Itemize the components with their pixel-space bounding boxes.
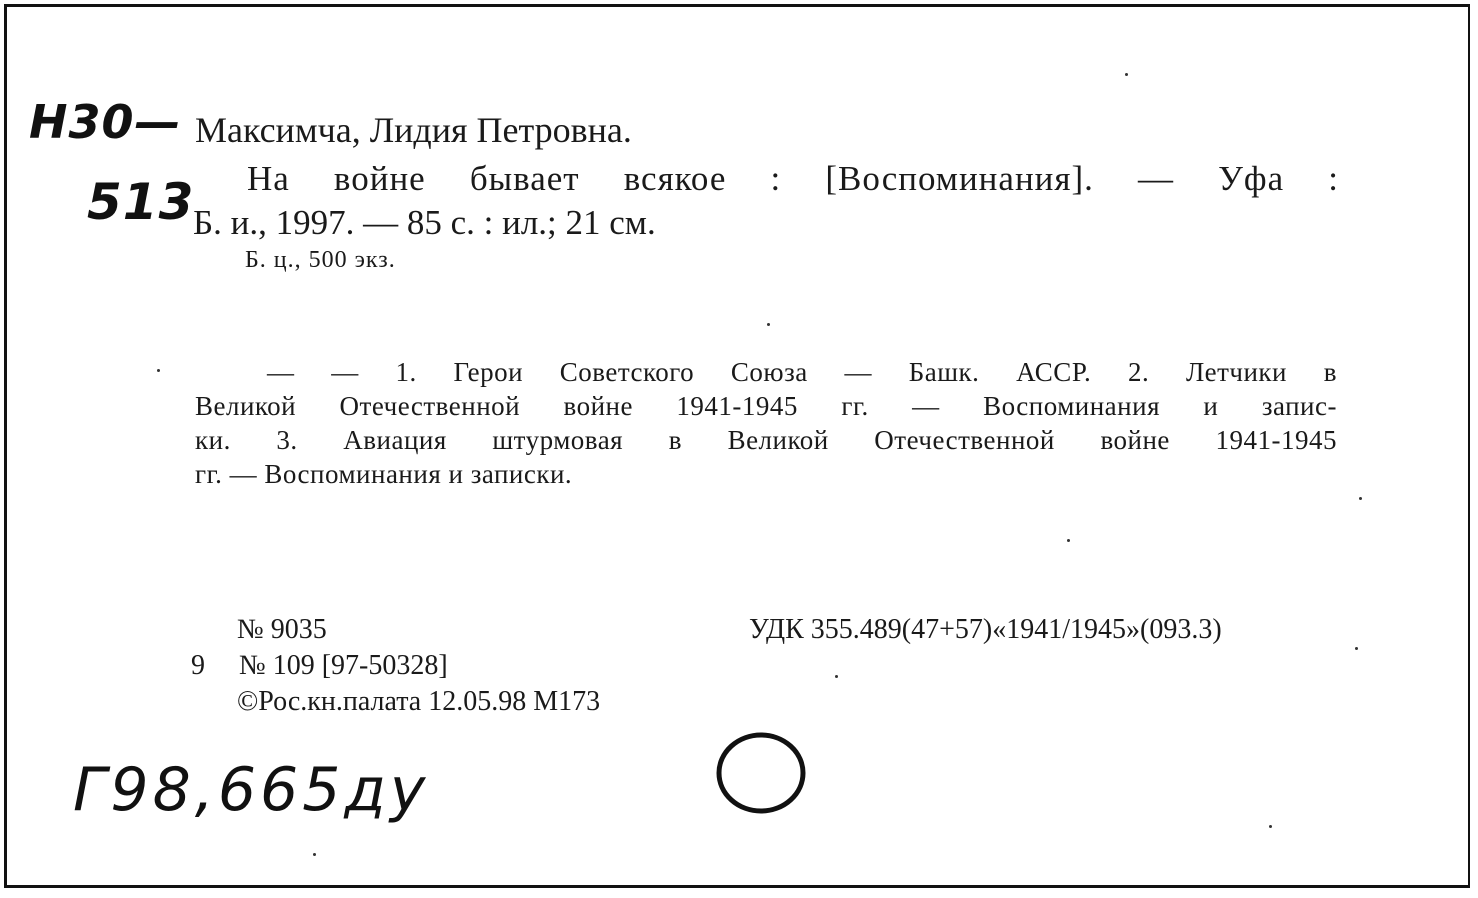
record-number: № 9035 (237, 614, 327, 645)
copyright-line: ©Рос.кн.палата 12.05.98 М173 (237, 686, 601, 717)
price-copies: Б. ц., 500 экз. (245, 247, 396, 273)
udk-code: УДК 355.489(47+57)«1941/1945»(093.3) (749, 614, 1222, 645)
subject-line: Великой Отечественной войне 1941-1945 гг. — Воспоминания и запис- (195, 391, 1337, 421)
subject-headings (195, 355, 1337, 491)
subject-line: гг. — Воспоминания и записки. (195, 459, 573, 489)
speck (1067, 539, 1070, 542)
circle-stamp-icon (713, 727, 813, 817)
speck (1359, 497, 1362, 500)
speck (767, 323, 770, 326)
speck (157, 369, 160, 372)
author-mark-handwritten: 513 (87, 173, 195, 231)
author-heading: Максимча, Лидия Петровна. (195, 110, 632, 150)
speck (1355, 647, 1358, 650)
speck (1269, 825, 1272, 828)
number-prefix: 9 (191, 650, 205, 681)
imprint-line: Б. и., 1997. — 85 с. : ил.; 21 см. (193, 203, 656, 242)
subject-line: ки. 3. Авиация штурмовая в Великой Отечественной войне 1941-1945 (195, 425, 1337, 455)
speck (313, 853, 316, 856)
subject-line: — — 1. Герои Советского Союза — Башк. АССР. 2. Летчики в (267, 357, 1337, 387)
catalog-card (4, 4, 1470, 888)
inventory-number-handwritten: Г98,665ду (73, 755, 430, 825)
shelf-mark-handwritten: Н30— (29, 95, 182, 149)
speck (1125, 73, 1128, 76)
speck (835, 675, 838, 678)
title-statement: На войне бывает всякое : [Воспоминания]. — Уфа : (247, 159, 1339, 198)
order-number: № 109 [97-50328] (239, 650, 448, 681)
